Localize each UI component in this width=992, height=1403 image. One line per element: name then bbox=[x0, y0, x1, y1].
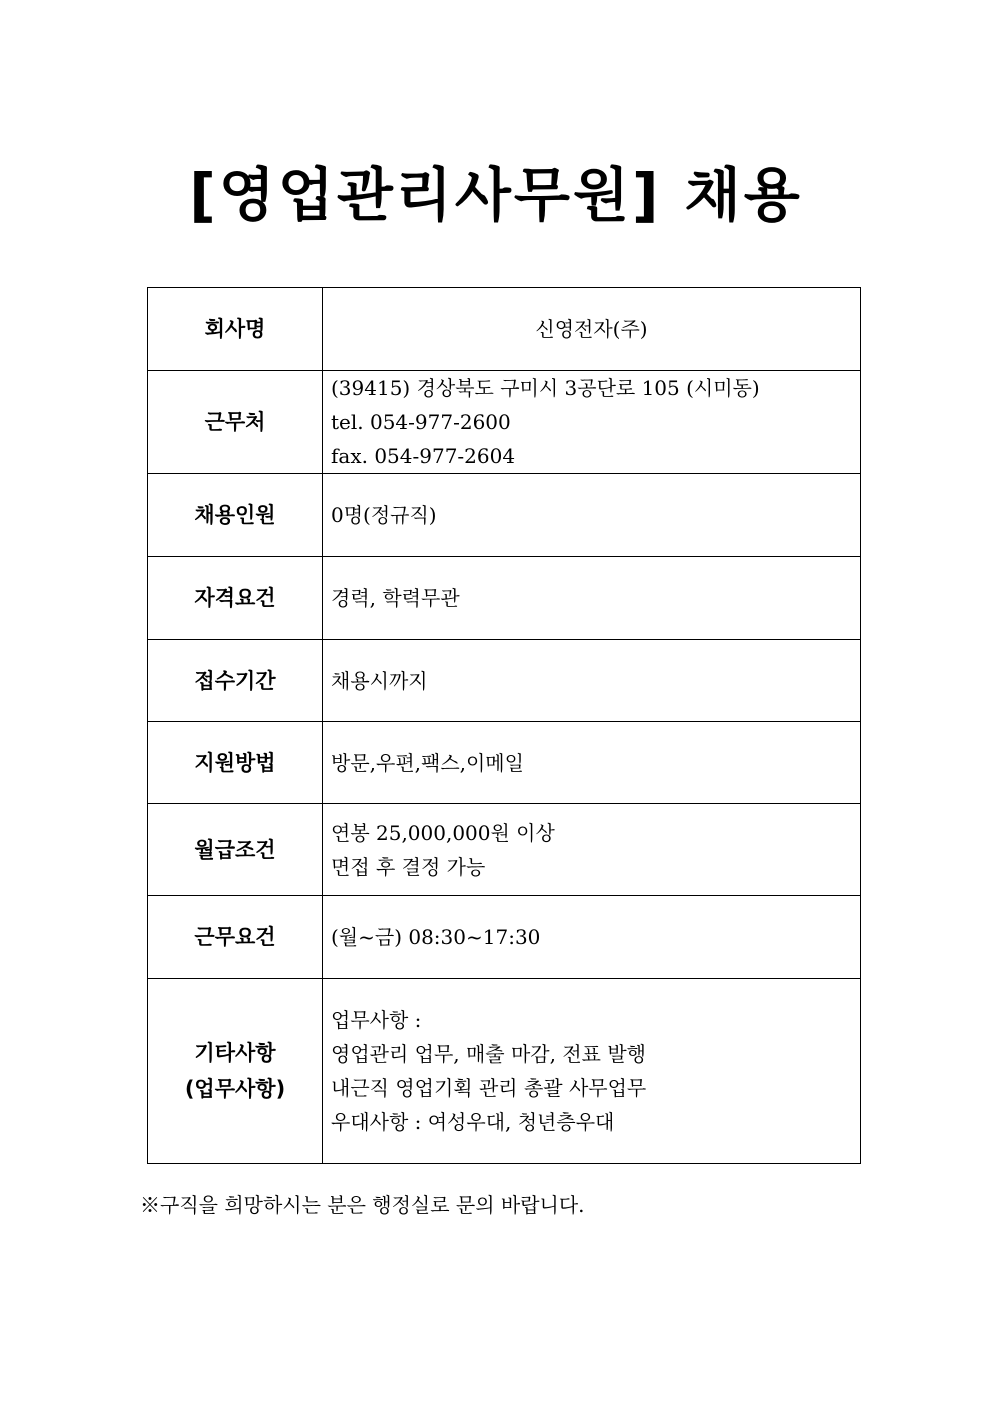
label-line: 기타사항 bbox=[194, 1041, 276, 1065]
value-line: fax. 054-977-2604 bbox=[331, 444, 516, 468]
value-line: (월~금) 08:30~17:30 bbox=[331, 925, 541, 949]
table-row bbox=[148, 474, 861, 557]
row-value-method bbox=[323, 722, 861, 804]
value-line: 영업관리 업무, 매출 마감, 전표 발행 bbox=[331, 1042, 646, 1066]
row-value-hours bbox=[323, 896, 861, 979]
row-value-etc bbox=[323, 979, 861, 1164]
value-line: 경력, 학력무관 bbox=[331, 586, 460, 610]
row-value-workplace bbox=[323, 371, 861, 474]
row-value-company bbox=[323, 288, 861, 371]
table-row bbox=[148, 722, 861, 804]
value-line: 면접 후 결정 가능 bbox=[331, 854, 486, 879]
value-line: 방문,우편,팩스,이메일 bbox=[331, 750, 524, 775]
table-row bbox=[148, 896, 861, 979]
table-row bbox=[148, 979, 861, 1164]
table-row bbox=[148, 371, 861, 474]
table-row bbox=[148, 288, 861, 371]
label-line: (업무사항) bbox=[184, 1077, 286, 1101]
value-line: 연봉 25,000,000원 이상 bbox=[331, 820, 555, 845]
row-label-company: 회사명 bbox=[148, 288, 323, 371]
row-value-headcount bbox=[323, 474, 861, 557]
value-line: tel. 054-977-2600 bbox=[331, 410, 511, 434]
value-line: 0명(정규직) bbox=[331, 503, 437, 527]
row-value-qualification bbox=[323, 557, 861, 640]
row-label-hours: 근무요건 bbox=[148, 896, 323, 979]
row-value-salary bbox=[323, 804, 861, 896]
value-line: (39415) 경상북도 구미시 3공단로 105 (시미동) bbox=[331, 376, 760, 400]
value-line: 내근직 영업기획 관리 총괄 사무업무 bbox=[331, 1076, 647, 1100]
footer-note: ※구직을 희망하시는 분은 행정실로 문의 바랍니다. bbox=[140, 1193, 585, 1217]
value-line: 채용시까지 bbox=[331, 668, 428, 693]
table-row bbox=[148, 804, 861, 896]
value-line: 업무사항 : bbox=[331, 1008, 422, 1032]
table-row bbox=[148, 640, 861, 722]
value-line: 우대사항 : 여성우대, 청년층우대 bbox=[331, 1110, 615, 1134]
value-line: 신영전자(주) bbox=[535, 317, 648, 341]
row-label-workplace: 근무처 bbox=[148, 371, 323, 474]
row-label-qualification: 자격요건 bbox=[148, 557, 323, 640]
row-label-headcount: 채용인원 bbox=[148, 474, 323, 557]
row-label-period: 접수기간 bbox=[148, 640, 323, 722]
row-label-salary: 월급조건 bbox=[148, 804, 323, 896]
table-row bbox=[148, 557, 861, 640]
page-title: [영업관리사무원] 채용 bbox=[189, 161, 803, 229]
job-info-table bbox=[147, 287, 861, 1164]
row-label-method: 지원방법 bbox=[148, 722, 323, 804]
row-value-period bbox=[323, 640, 861, 722]
row-label-etc bbox=[148, 979, 323, 1164]
